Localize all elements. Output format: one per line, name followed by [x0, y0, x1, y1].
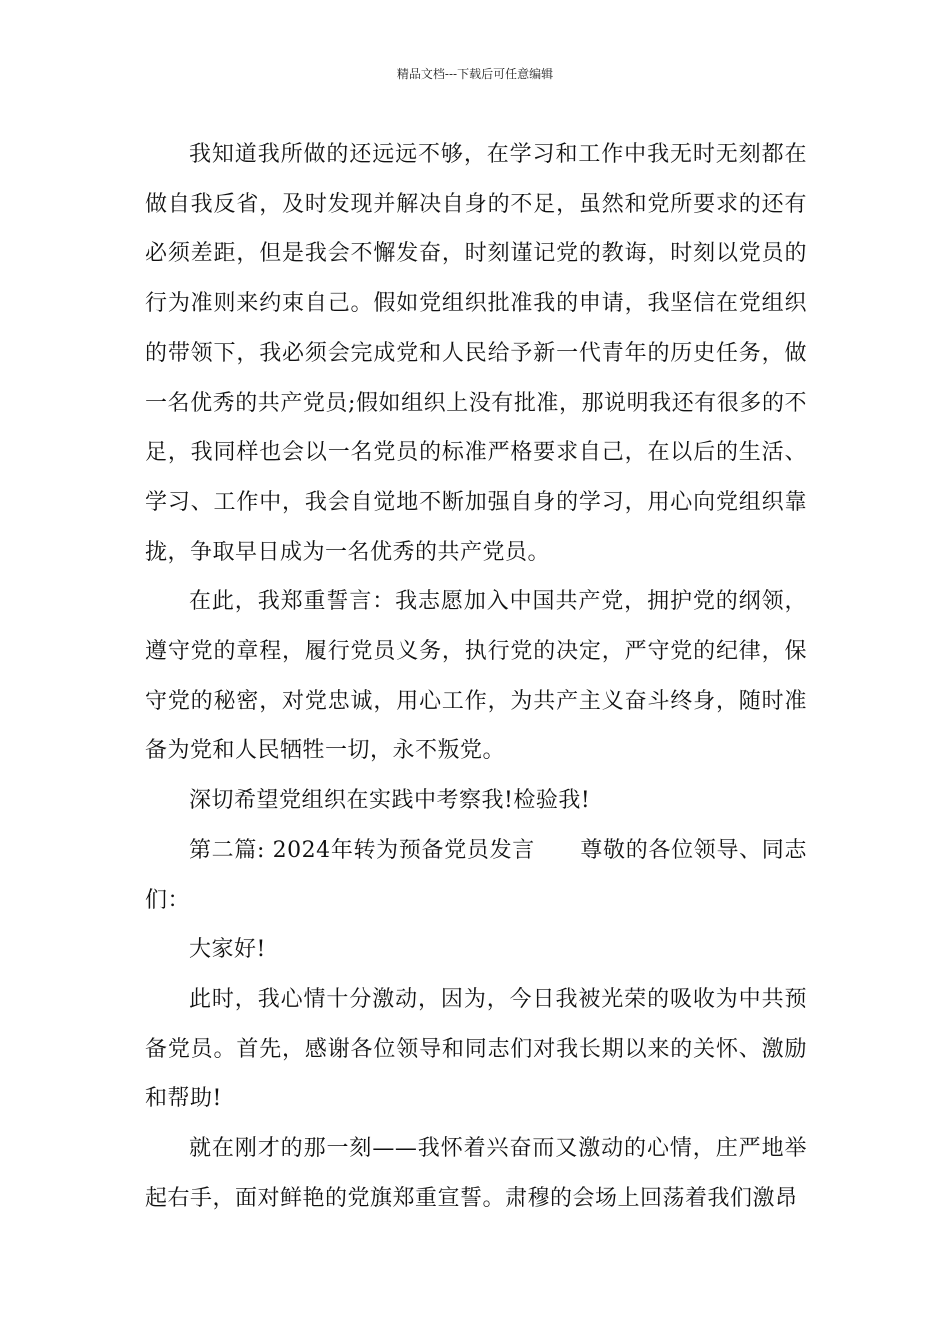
paragraph-hope: 深切希望党组织在实践中考察我!检验我! — [189, 788, 591, 814]
page-header: 精品文档---下载后可任意编辑 — [396, 67, 554, 81]
paragraph-self-reflection: 我知道我所做的还远远不够，在学习和工作中我无时无刻都在做自我反省，及时发现并解决自身的不足，虽然和党所要求的还有必须差距，但是我会不懈发奋，时刻谨记党的教诲，时刻以党员的行为准则来约束自己。假如党组织批准我的申请，我坚信在党组织的带领下，我必须会完成党和人民给予新一代青年的历史任务，做一名优秀的共产党员;假如组织上没有批准，那说明我还有很多的不足，我同样也会以一名党员的标准严格要求自己，在以后的生活、学习、工作中，我会自觉地不断加强自身的学习，用心向党组织靠拢，争取早日成为一名优秀的共产党员。 — [145, 142, 807, 565]
paragraph-vow-moment: 就在刚才的那一刻——我怀着兴奋而又激动的心情，庄严地举起右手，面对鲜艳的党旗郑重宣誓。肃穆的会场上回荡着我们激昂 — [145, 1136, 807, 1211]
paragraph-oath: 在此，我郑重誓言：我志愿加入中国共产党，拥护党的纲领，遵守党的章程，履行党员义务，执行党的决定，严守党的纪律，保守党的秘密，对党忠诚，用心工作，为共产主义奋斗终身，随时准备为党和人民牺牲一切，永不叛党。 — [145, 589, 807, 764]
paragraph-second-article-title: 第二篇: 2024年转为预备党员发言 尊敬的各位领导、同志们： — [145, 837, 807, 913]
document-body — [145, 130, 807, 1223]
paragraph-greeting: 大家好! — [189, 937, 266, 963]
paragraph-gratitude: 此时，我心情十分激动，因为，今日我被光荣的吸收为中共预备党员。首先，感谢各位领导和同志们对我长期以来的关怀、激励和帮助! — [145, 986, 807, 1112]
